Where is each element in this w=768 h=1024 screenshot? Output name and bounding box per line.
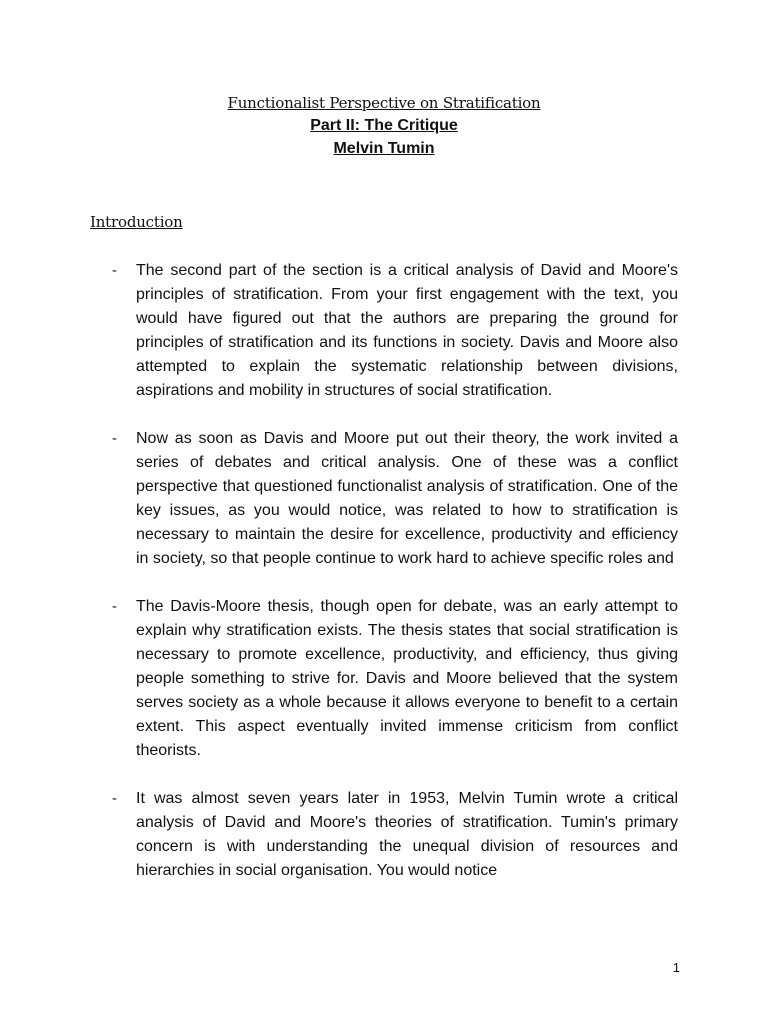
page-number: 1 <box>672 960 680 975</box>
bullet-text: The second part of the section is a critical analysis of David and Moore's principles of stratification. From your first engagement with the text, you would have figured out that the authors are preparing the ground for principles of stratification and its functions in society. Davis and Moore also attempted to explain the systematic relationship between divisions, aspirations and mobility in structures of social stratification. <box>136 262 678 399</box>
document-author: Melvin Tumin <box>333 140 435 157</box>
title-block <box>0 92 768 160</box>
bullet-text: The Davis-Moore thesis, though open for debate, was an early attempt to explain why stratification exists. The thesis states that social stratification is necessary to promote excellence, productivity, and efficiency, thus giving people something to strive for. Davis and Moore believed that the system serves society as a whole because it allows everyone to benefit to a certain extent. This aspect eventually invited immense criticism from conflict theorists. <box>136 598 678 759</box>
bullet-dash: - <box>112 262 117 279</box>
list-item <box>112 595 678 763</box>
bullet-list <box>112 259 678 907</box>
bullet-dash: - <box>112 598 117 615</box>
document-subtitle: Part II: The Critique <box>310 117 458 134</box>
list-item <box>112 427 678 571</box>
list-item <box>112 787 678 883</box>
bullet-text: It was almost seven years later in 1953, Melvin Tumin wrote a critical analysis of David and Moore's theories of stratification. Tumin's primary concern is with understanding the unequal division of resources and hierarchies in social organisation. You would notice <box>136 790 678 879</box>
bullet-dash: - <box>112 430 117 447</box>
bullet-dash: - <box>112 790 117 807</box>
section-heading: Introduction <box>90 213 183 231</box>
list-item <box>112 259 678 403</box>
bullet-text: Now as soon as Davis and Moore put out their theory, the work invited a series of debates and critical analysis. One of these was a conflict perspective that questioned functionalist analysis of stratification. One of the key issues, as you would notice, was related to how to stratification is necessary to maintain the desire for excellence, productivity and efficiency in society, so that people continue to work hard to achieve specific roles and <box>136 430 678 567</box>
document-title: Functionalist Perspective on Stratification <box>227 94 541 112</box>
